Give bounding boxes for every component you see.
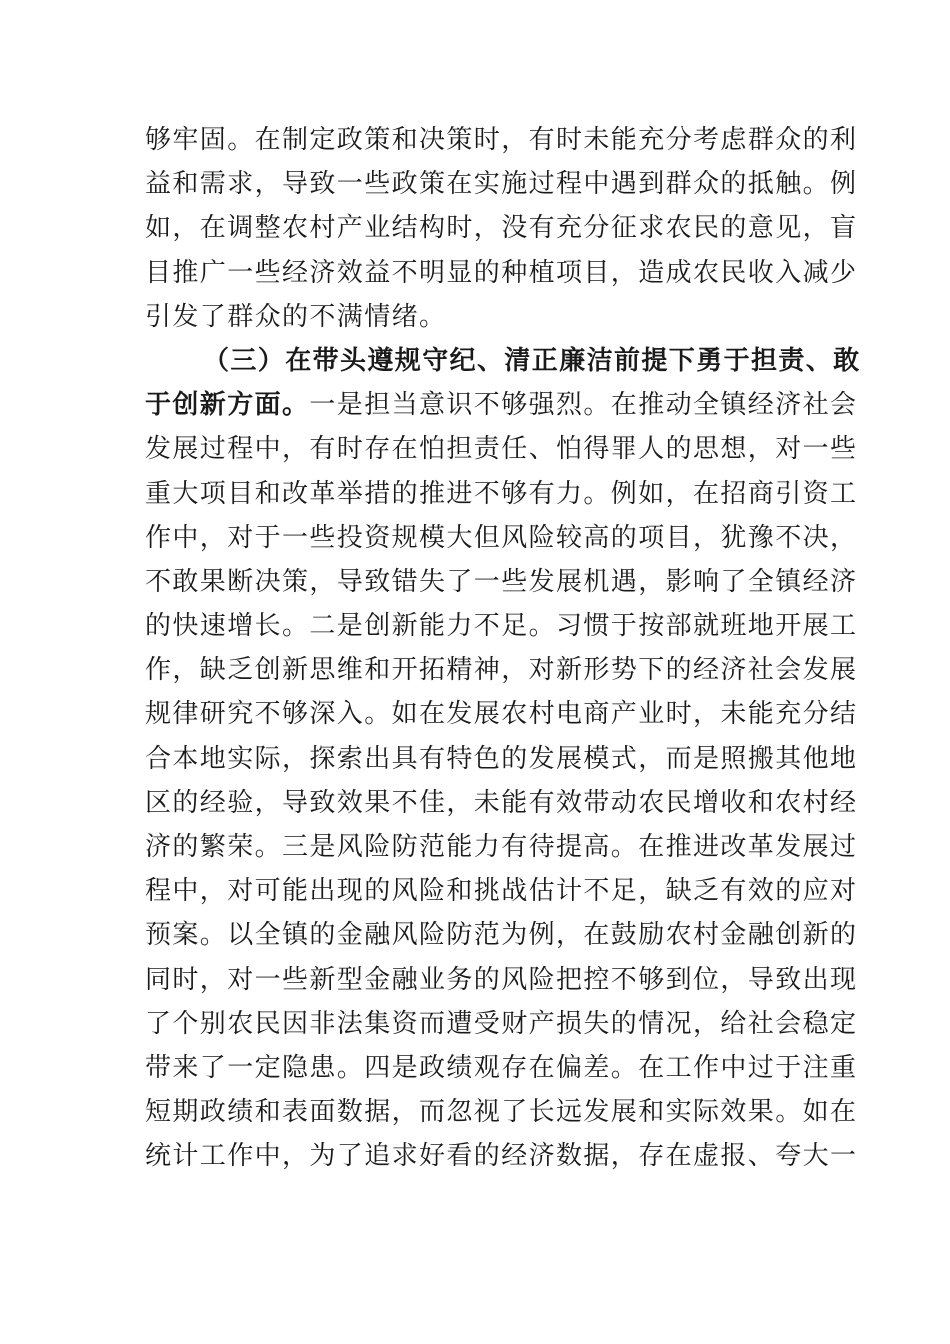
text-line: 发展过程中，有时存在怕担责任、怕得罪人的思想，对一些 [145, 434, 858, 465]
text-line: 够牢固。在制定政策和决策时，有时未能充分考虑群众的利 [145, 125, 858, 155]
text-line: 了个别农民因非法集资而遭受财产损失的情况，给社会稳定 [145, 1008, 858, 1039]
text-line [145, 383, 858, 427]
text-line: 作中，对于一些投资规模大但风险较高的项目，犹豫不决， [145, 522, 858, 553]
text-line: 作，缺乏创新思维和开拓精神，对新形势下的经济社会发展 [145, 655, 858, 686]
text-line: 不敢果断决策，导致错失了一些发展机遇，影响了全镇经济 [145, 566, 858, 597]
text-line: 引发了群众的不满情绪。 [145, 301, 447, 332]
text-line: 短期政绩和表面数据，而忽视了长远发展和实际效果。如在 [145, 1097, 858, 1128]
body-text [145, 118, 861, 1179]
text-line: 益和需求，导致一些政策在实施过程中遇到群众的抵触。例 [145, 169, 858, 200]
text-line: 济的繁荣。三是风险防范能力有待提高。在推进改革发展过 [145, 832, 858, 862]
text-line: 合本地实际，探索出具有特色的发展模式，而是照搬其他地 [145, 743, 858, 774]
text-line: 带来了一定隐患。四是政绩观存在偏差。在工作中过于注重 [145, 1052, 858, 1083]
text-line: 统计工作中，为了追求好看的经济数据，存在虚报、夸大一 [145, 1141, 858, 1172]
text-run: 一是担当意识不够强烈。在推动全镇经济社会 [309, 390, 858, 421]
text-line: 规律研究不够深入。如在发展农村电商产业时，未能充分结 [145, 699, 858, 730]
text-line: 目推广一些经济效益不明显的种植项目，造成农民收入减少 [145, 257, 858, 288]
text-line: 程中，对可能出现的风险和挑战估计不足，缺乏有效的应对 [145, 876, 858, 907]
text-line: 的快速增长。二是创新能力不足。习惯于按部就班地开展工 [145, 611, 858, 642]
text-line: 如，在调整农村产业结构时，没有充分征求农民的意见，盲 [145, 213, 858, 244]
text-line: 预案。以全镇的金融风险防范为例，在鼓励农村金融创新的 [145, 920, 858, 951]
section-heading: （三）在带头遵规守纪、清正廉洁前提下勇于担责、敢 [203, 345, 861, 376]
text-line: 同时，对一些新型金融业务的风险把控不够到位，导致出现 [145, 964, 858, 995]
text-line: 重大项目和改革举措的推进不够有力。例如，在招商引资工 [145, 478, 858, 509]
text-line: 区的经验，导致效果不佳，未能有效带动农民增收和农村经 [145, 787, 858, 818]
section-heading-cont: 于创新方面。 [145, 390, 310, 421]
